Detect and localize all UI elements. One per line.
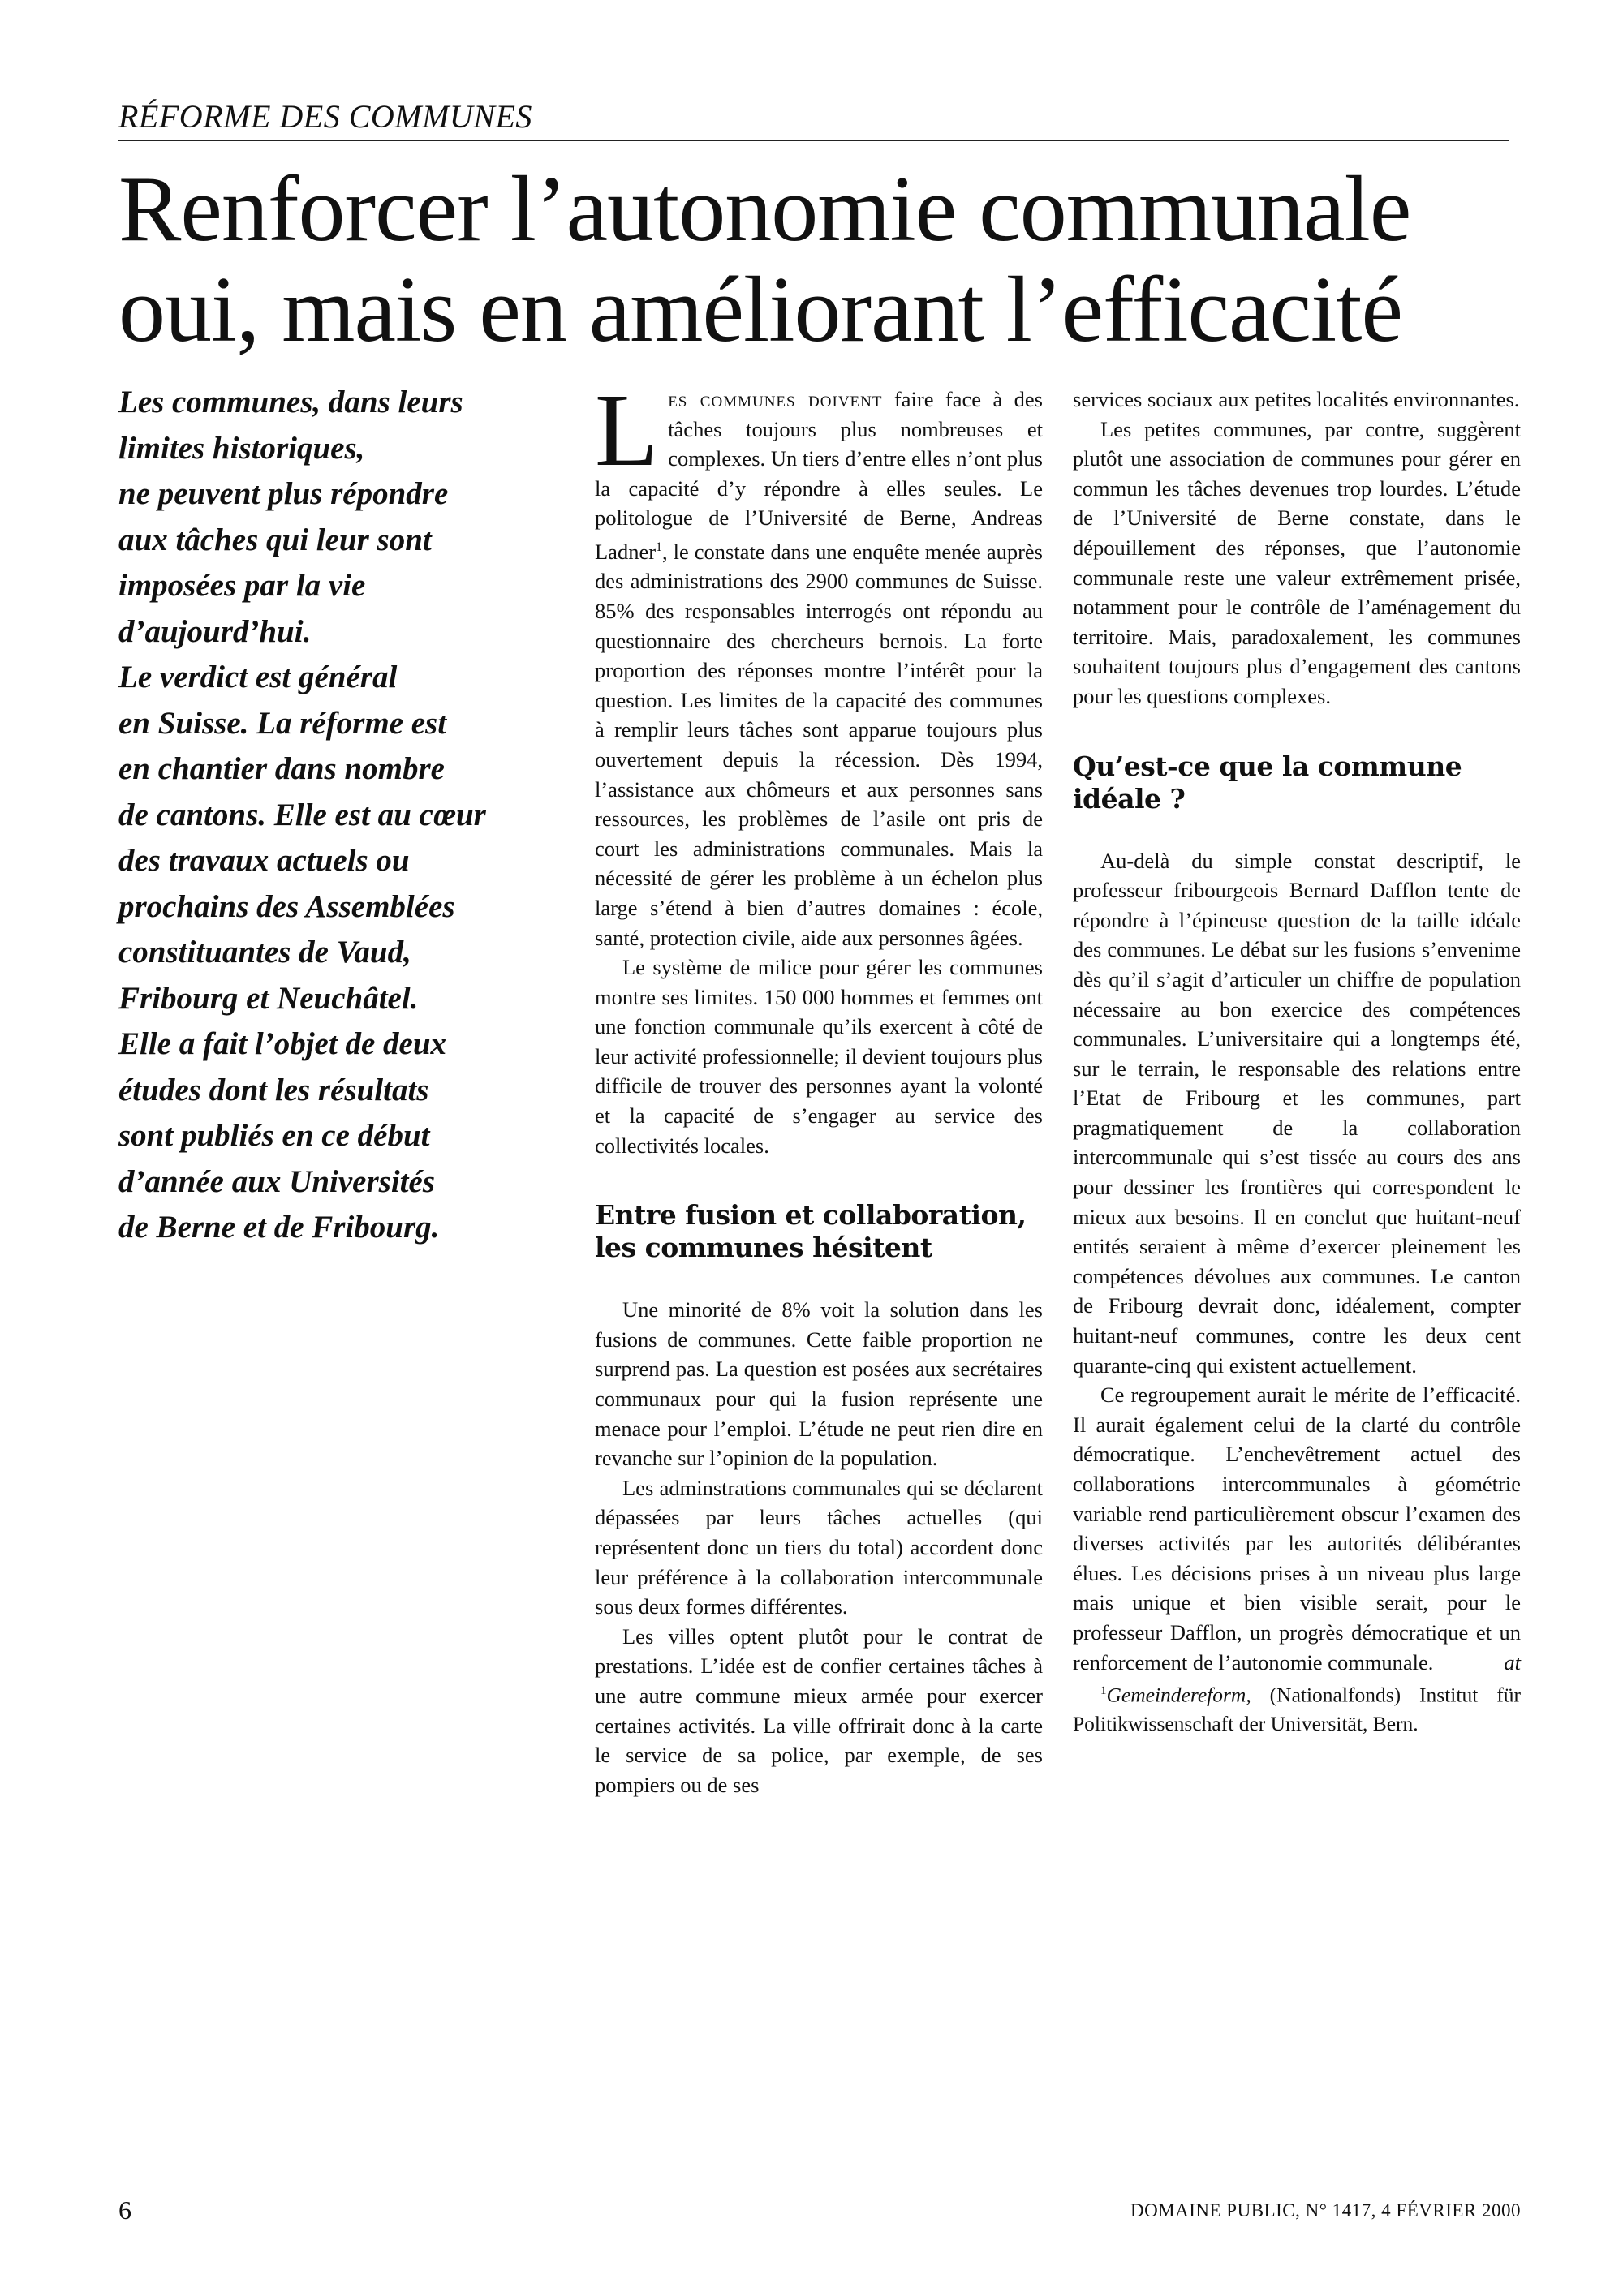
chapo-intro xyxy=(118,380,581,1251)
chapo-line: ne peuvent plus répondre xyxy=(118,476,449,511)
chapo-line: sont publiés en ce début xyxy=(118,1118,430,1153)
author-signature: at xyxy=(1504,1649,1521,1675)
footnote xyxy=(1073,1677,1521,1738)
chapo-line: en Suisse. La réforme est xyxy=(118,705,447,741)
publication-info: DOMAINE PUBLIC, N° 1417, 4 FÉVRIER 2000 xyxy=(1130,2200,1521,2221)
article-paragraph: Les villes optent plutôt pour le contrat de prestations. L’idée est de confier certaines tâches à une autre commune mieux armée pour exercer certaines activités. La ville offrirait donc à la carte le service de sa police, par exemple, de ses pompiers ou de ses xyxy=(595,1623,1043,1797)
chapo-line: de cantons. Elle est au cœur xyxy=(118,797,486,832)
chapo-line: Les communes, dans leurs xyxy=(118,385,463,419)
paragraph-text: faire face à des tâches toujours plus nombreuses et complexes. Un tiers d’entre elles n’ont plus la capacité d’y répondre à elles seules. Le politologue de l’Université de Berne, Andreas Ladner xyxy=(595,387,1043,564)
chapo-line: prochains des Assemblées xyxy=(118,888,455,924)
subheading: Qu’est-ce que la commune idéale ? xyxy=(1073,750,1462,815)
footnote-number: 1 xyxy=(1100,1684,1107,1698)
chapo-line: Fribourg et Neuchâtel. xyxy=(118,980,419,1016)
footnote-ref: 1 xyxy=(656,540,663,554)
chapo-line: Elle a fait l’objet de deux xyxy=(118,1026,447,1061)
paragraph-text: , le constate dans une enquête menée auprès des administrations des 2900 communes de Suisse. 85% des responsables interrogés ont répondu au questionnaire des chercheurs bernois. La forte proportion des réponses montre l’intérêt pour la question. Les limites de la capacité des communes à remplir leurs tâches sont apparue toujours plus ouvertement depuis la récession. Dès 1994, l’assistance aux chômeurs et aux personnes sans ressources, les problèmes de l’asile ont pris de court les administrations communales. Mais la nécessité de gérer les problème à un échelon plus large s’étend à bien d’autres domaines : école, santé, protection civile, aide aux personnes âgées. xyxy=(595,539,1043,950)
article-paragraph: Le système de milice pour gérer les communes montre ses limites. 150 000 hommes et femmes ont une fonction communale qu’ils exercent à côté de leur activité professionnelle; il devient toujours plus difficile de trouver des personnes ayant la volonté et la capacité de s’engager au service des collectivités locales. xyxy=(595,955,1043,1158)
article-paragraph: Une minorité de 8% voit la solution dans les fusions de communes. Cette faible proportion ne surprend pas. La question est posées aux secrétaires communaux pour qui la fusion représente une menace pour l’emploi. L’étude ne peut rien dire en revanche sur l’opinion de la population. xyxy=(595,1297,1043,1471)
chapo-line: des travaux actuels ou xyxy=(118,843,410,878)
chapo-line: en chantier dans nombre xyxy=(118,751,445,786)
lead-smallcaps: es communes doivent xyxy=(668,387,883,411)
chapo-line: d’aujourd’hui. xyxy=(118,613,312,649)
chapo-line: constituantes de Vaud, xyxy=(118,935,411,970)
chapo-line: aux tâches qui leur sont xyxy=(118,522,432,557)
subheading: Entre fusion et collaboration, les communes hésitent xyxy=(595,1199,1027,1264)
paragraph-text: Ce regroupement aurait le mérite de l’efficacité. Il aurait également celui de la clarté du contrôle démocratique. L’enchevêtrement actuel des collaborations intercommunales à géométrie variable rend particulièrement obscur l’examen des diverses activités par les autorités délibérantes élues. Les décisions prises à un niveau plus large mais unique et bien visible serait, pour le professeur Dafflon, un progrès démocratique et un renforcement de l’autonomie communale. xyxy=(1073,1382,1521,1675)
chapo-line: imposées par la vie xyxy=(118,568,366,603)
footnote-title: Gemeindereform, xyxy=(1106,1683,1251,1707)
article-paragraph: Les petites communes, par contre, suggèrent plutôt une association de communes pour gérer en commun les tâches devenues trop lourdes. L’étude de l’Université de Berne constate, dans le dépouillement des réponses, que l’autonomie communale reste une valeur extrêmement prisée, notamment pour le contrôle de l’aménagement du territoire. Mais, paradoxalement, les communes souhaitent toujours plus d’engagement des cantons pour les questions complexes. xyxy=(1073,416,1521,708)
page-number: 6 xyxy=(118,2195,131,2225)
article-paragraph: Au-delà du simple constat descriptif, le professeur fribourgeois Bernard Dafflon tente de répondre à l’épineuse question de la taille idéale des communes. Le débat sur les fusions s’envenime dès qu’il s’agit d’articuler un chiffre de population nécessaire au bon exercice des compétences communales. L’universitaire qui a longtemps été, sur le terrain, le responsable des relations entre l’Etat de Fribourg et les communes, part pragmatiquement de la collaboration intercommunale qui s’est tissée au cours des ans pour dessiner les frontières qui correspondent le mieux aux besoins. Il en conclut que huitant-neuf entités seraient à même d’exercer pleinement les compétences dévolues aux communes. Le canton de Fribourg devrait donc, idéalement, compter huitant-neuf communes, contre les deux cent quarante-cinq qui existent actuellement. xyxy=(1073,848,1521,1378)
chapo-line: limites historiques, xyxy=(118,430,365,466)
article-column-1 xyxy=(595,372,1043,1799)
section-rubric: RÉFORME DES COMMUNES xyxy=(118,97,1509,141)
article-paragraph: Les adminstrations communales qui se déclarent dépassées par leurs tâches actuelles (qui représentent donc un tiers du total) accordent donc leur préférence à la collaboration intercommunale sous deux formes différentes. xyxy=(595,1475,1043,1619)
article-paragraph xyxy=(595,372,1043,952)
headline-line-2: oui, mais en améliorant l’efficacité xyxy=(118,258,1402,362)
headline-line-1: Renforcer l’autonomie communale xyxy=(118,157,1411,261)
chapo-line: études dont les résultats xyxy=(118,1072,429,1107)
article-column-2 xyxy=(1073,385,1521,1738)
chapo-line: Le verdict est général xyxy=(118,660,398,694)
footnote-text: (Nationalfonds) Institut für Politikwissenschaft der Universität, Bern. xyxy=(1073,1683,1521,1735)
drop-cap: L xyxy=(595,372,659,488)
article-paragraph xyxy=(1073,1380,1521,1677)
chapo-line: de Berne et de Fribourg. xyxy=(118,1210,440,1245)
chapo-line: d’année aux Universités xyxy=(118,1163,435,1199)
headline xyxy=(118,159,1530,360)
article-paragraph: services sociaux aux petites localités environnantes. xyxy=(1073,387,1520,411)
